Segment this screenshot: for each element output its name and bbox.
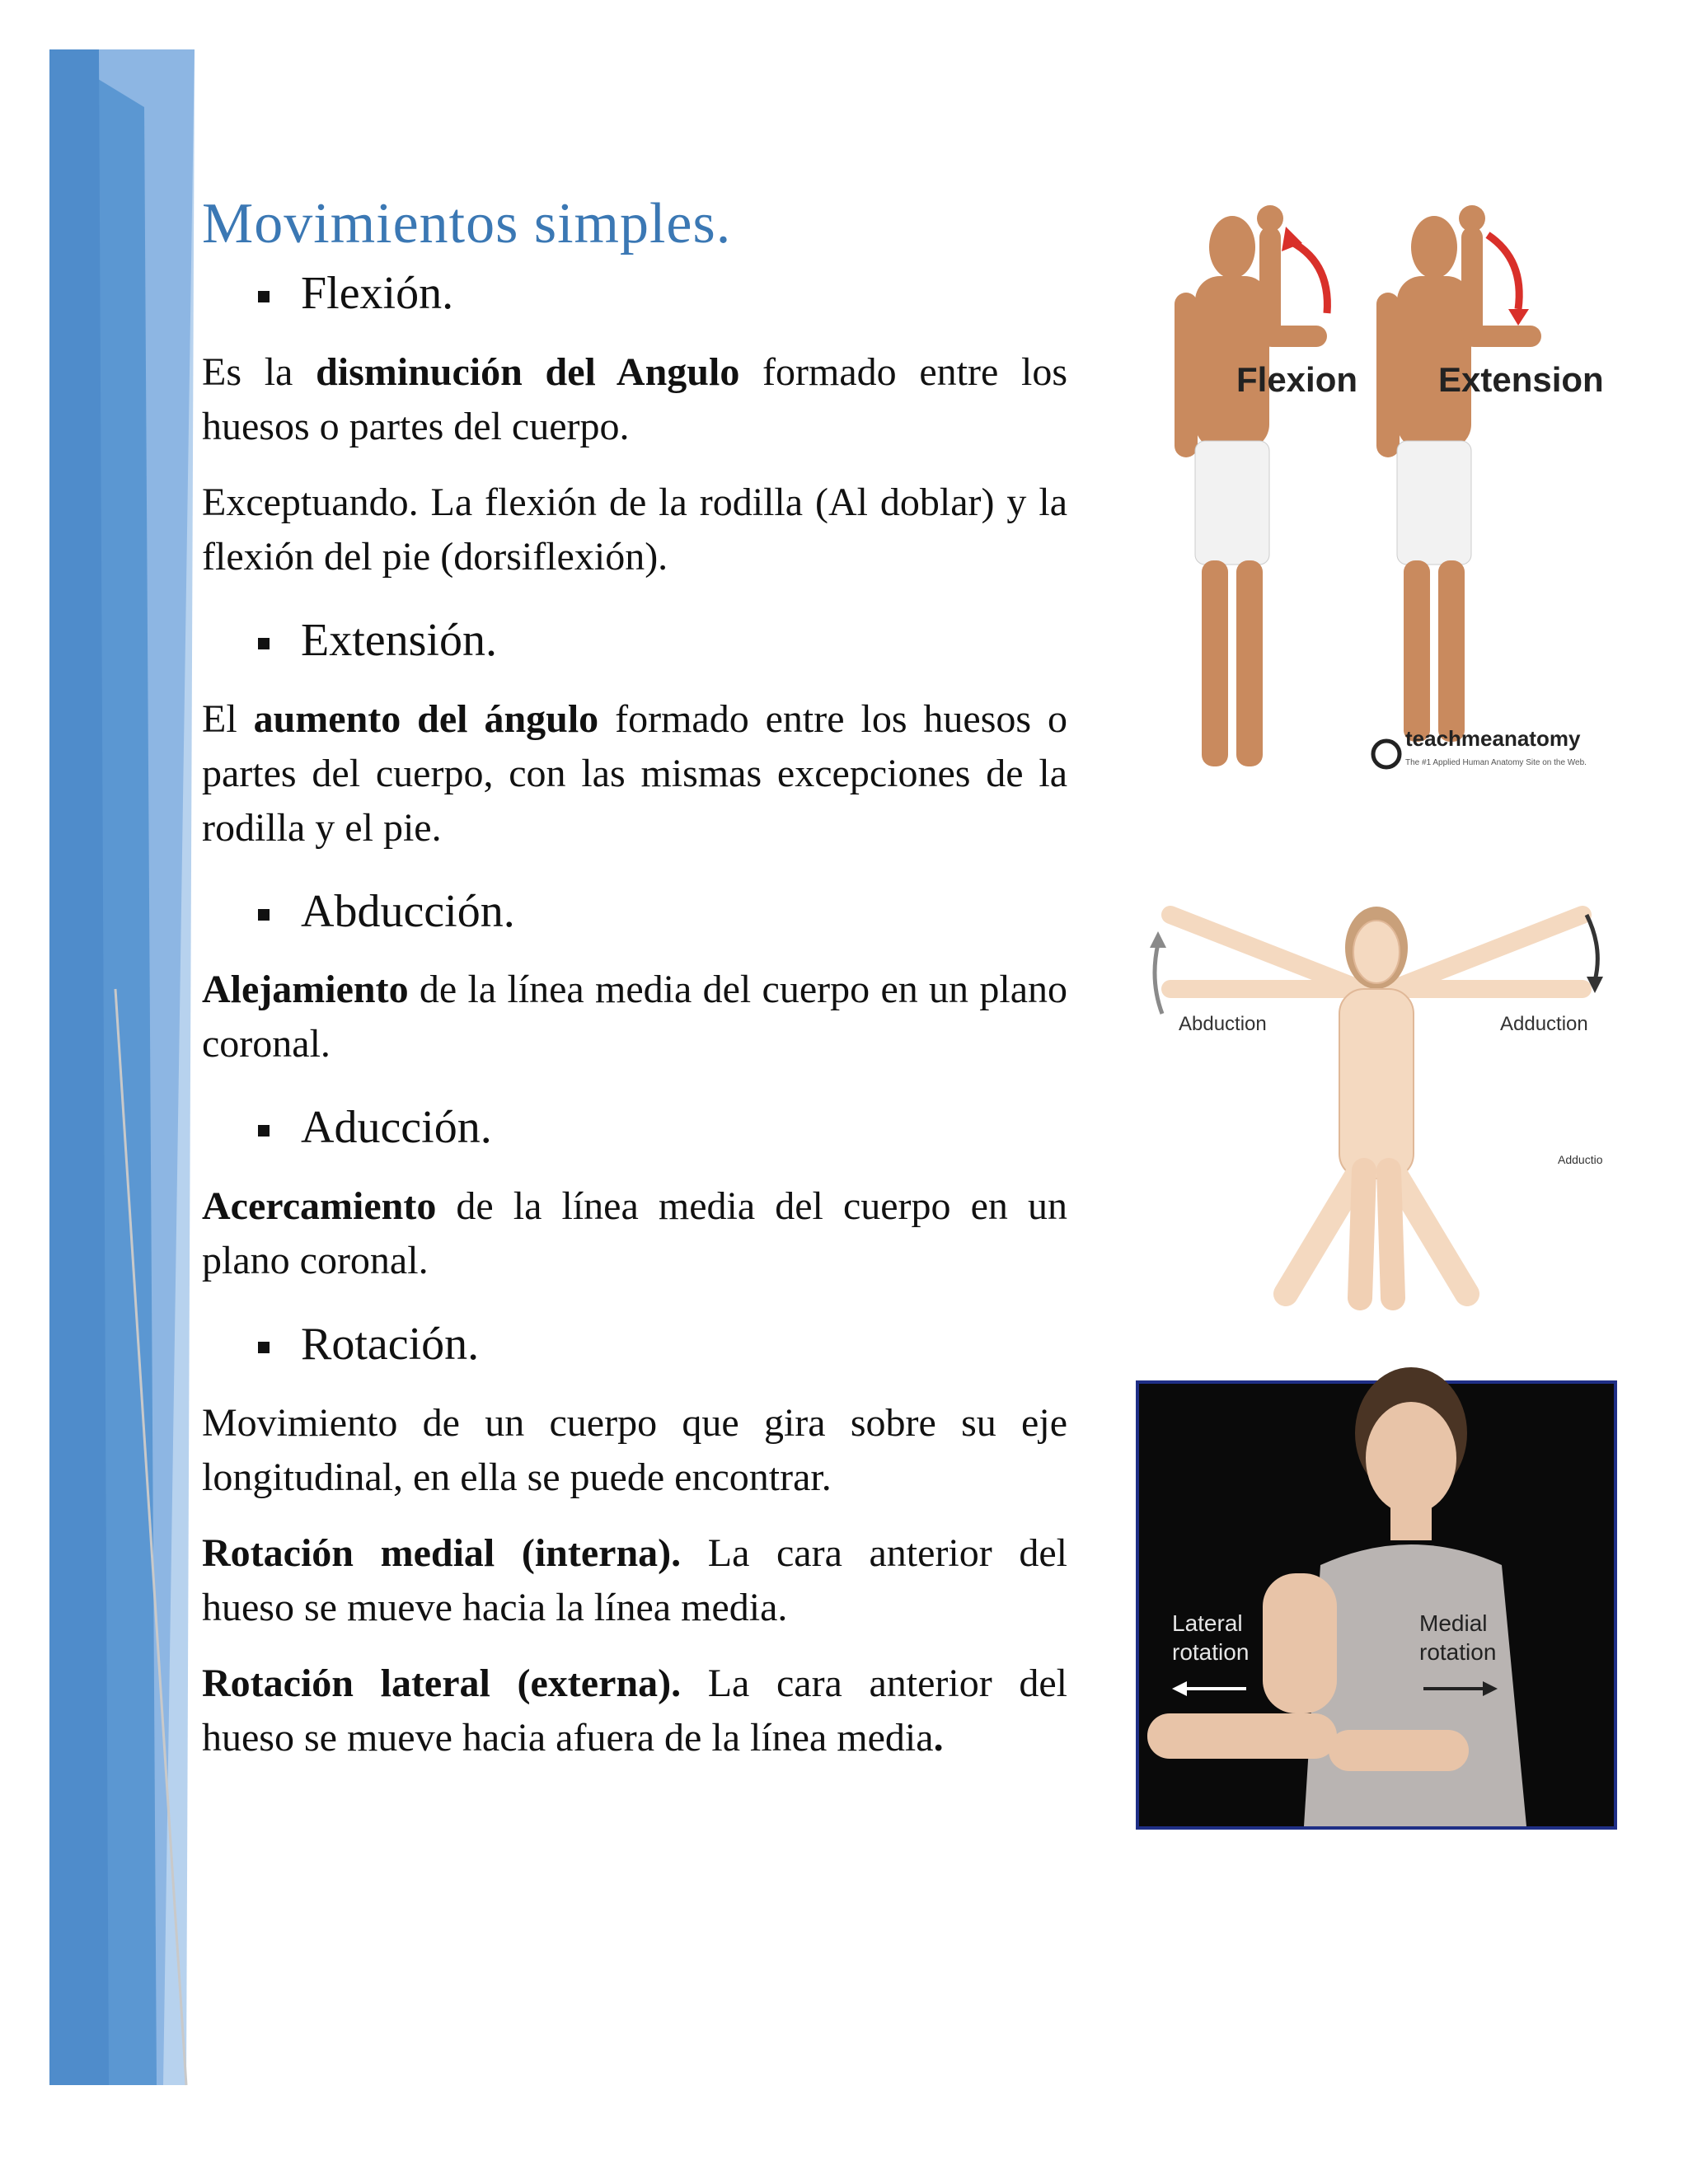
- lateral-rotation-label-2: rotation: [1172, 1639, 1250, 1665]
- paragraph-adduction-definition: Acercamiento de la línea media del cuerpo en un plano coronal.: [202, 1184, 1067, 1283]
- bullet-square-icon: [258, 1342, 270, 1353]
- section-heading-extension: Extensión.: [202, 611, 1067, 671]
- figure-extension-body: [1376, 205, 1541, 742]
- rotation-photo: [1136, 1380, 1617, 1830]
- section-heading-flexion: Flexión.: [202, 264, 1067, 324]
- paragraph-flexion-definition: Es la disminución del Angulo formado entre los huesos o partes del cuerpo.: [202, 349, 1068, 448]
- paragraph-flexion-exception: Exceptuando. La flexión de la rodilla (Al doblar) y la flexión del pie (dorsiflexión).: [202, 480, 1067, 579]
- adduction-small-label: Adductio: [1558, 1153, 1603, 1166]
- copyright-icon: [1373, 741, 1400, 767]
- adduction-label: Adduction: [1500, 1013, 1588, 1035]
- medial-rotation-label-2: rotation: [1419, 1639, 1497, 1665]
- page-title: Movimientos simples.: [202, 192, 732, 255]
- bullet-square-icon: [258, 1125, 270, 1137]
- paragraph-medial-rotation: Rotación medial (interna). La cara anterior del hueso se mueve hacia la línea media.: [202, 1530, 1067, 1629]
- decorative-side-band: [0, 0, 198, 2184]
- medial-rotation-label-1: Medial: [1419, 1610, 1488, 1636]
- bullet-square-icon: [258, 909, 270, 921]
- abduction-adduction-illustration: [1137, 898, 1615, 1310]
- bullet-square-icon: [258, 638, 270, 649]
- lateral-rotation-label-1: Lateral: [1172, 1610, 1243, 1636]
- bullet-square-icon: [258, 291, 270, 302]
- paragraph-rotation-definition: Movimiento de un cuerpo que gira sobre su eje longitudinal, en ella se puede encontrar.: [202, 1400, 1067, 1499]
- paragraph-abduction-definition: Alejamiento de la línea media del cuerpo en un plano coronal.: [202, 968, 1067, 1066]
- adduction-arrow-icon: [1587, 915, 1597, 981]
- section-heading-abduction: Abducción.: [202, 882, 1067, 942]
- extension-label: Extension: [1438, 360, 1604, 399]
- paragraph-extension-definition: El aumento del ángulo formado entre los huesos o partes del cuerpo, con las mismas excepciones de la rodilla y el pie.: [202, 696, 1068, 850]
- flexion-extension-illustration: [1162, 194, 1604, 795]
- section-heading-adduction: Aducción.: [202, 1098, 1067, 1158]
- document-body: [202, 190, 1067, 1765]
- figure-flexion-body: [1175, 205, 1327, 766]
- flexion-label: Flexion: [1236, 360, 1358, 399]
- section-heading-rotation: Rotación.: [202, 1315, 1067, 1375]
- credit-label: teachmeanatomy: [1405, 726, 1581, 751]
- credit-sublabel: The #1 Applied Human Anatomy Site on the Web.: [1405, 758, 1587, 767]
- abduction-label: Abduction: [1179, 1013, 1267, 1035]
- vitruvian-figure: [1170, 907, 1582, 1298]
- paragraph-lateral-rotation: Rotación lateral (externa). La cara anterior del hueso se mueve hacia afuera de la línea media.: [202, 1661, 1068, 1760]
- abduction-arrow-icon: [1155, 944, 1162, 1014]
